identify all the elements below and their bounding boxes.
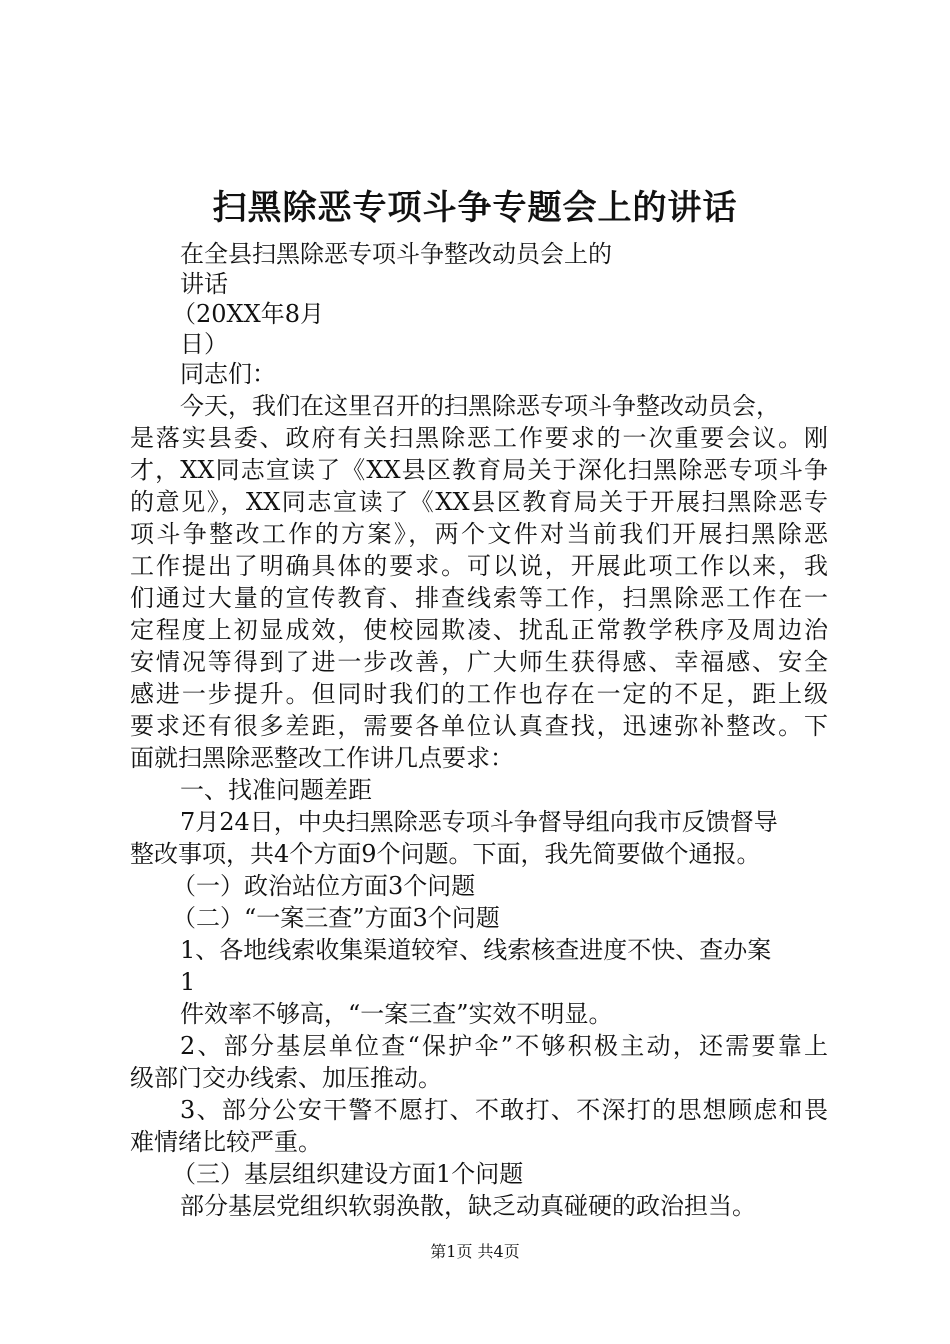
date-line: （20XX年8月: [172, 300, 324, 328]
paragraph-line: 们通过大量的宣传教育、排查线索等工作，扫黑除恶工作在一: [130, 584, 828, 612]
subsection-heading: （二）“一案三查”方面3个问题: [172, 904, 500, 932]
paragraph-line: 定程度上初显成效，使校园欺凌、扰乱正常教学秩序及周边治: [130, 616, 828, 644]
date-line: 日）: [180, 330, 228, 358]
paragraph-line: 项斗争整改工作的方案》，两个文件对当前我们开展扫黑除恶: [130, 520, 828, 548]
paragraph-line: 工作提出了明确具体的要求。可以说，开展此项工作以来，我: [130, 552, 828, 580]
subsection-heading: （三）基层组织建设方面1个问题: [172, 1160, 524, 1188]
subtitle-line: 讲话: [180, 270, 228, 298]
list-item-line: 3、部分公安干警不愿打、不敢打、不深打的思想顾虑和畏: [180, 1096, 828, 1124]
subsection-heading: （一）政治站位方面3个问题: [172, 872, 476, 900]
paragraph-line: 是落实县委、政府有关扫黑除恶工作要求的一次重要会议。刚: [130, 424, 828, 452]
paragraph-line: 部分基层党组织软弱涣散，缺乏动真碰硬的政治担当。: [180, 1192, 756, 1220]
paragraph-line: 才，XX同志宣读了《XX县区教育局关于深化扫黑除恶专项斗争: [130, 456, 828, 484]
section-heading: 一、找准问题差距: [180, 776, 372, 804]
paragraph-line: 感进一步提升。但同时我们的工作也存在一定的不足，距上级: [130, 680, 828, 708]
paragraph-line: 今天，我们在这里召开的扫黑除恶专项斗争整改动员会，: [180, 392, 780, 420]
paragraph-line: 面就扫黑除恶整改工作讲几点要求：: [130, 744, 514, 772]
document-title: 扫黑除恶专项斗争专题会上的讲话: [212, 188, 738, 228]
stray-number: 1: [180, 968, 196, 996]
list-item-line: 2、部分基层单位查“保护伞”不够积极主动，还需要靠上: [180, 1032, 828, 1060]
list-item-line: 1、各地线索收集渠道较窄、线索核查进度不快、查办案: [180, 936, 772, 964]
paragraph-line: 7月24日，中央扫黑除恶专项斗争督导组向我市反馈督导: [180, 808, 778, 836]
list-item-line: 件效率不够高，“一案三查”实效不明显。: [180, 1000, 613, 1028]
list-item-line: 难情绪比较严重。: [130, 1128, 322, 1156]
paragraph-line: 要求还有很多差距，需要各单位认真查找，迅速弥补整改。下: [130, 712, 828, 740]
paragraph-line: 的意见》，XX同志宣读了《XX县区教育局关于开展扫黑除恶专: [130, 488, 828, 516]
subtitle-line: 在全县扫黑除恶专项斗争整改动员会上的: [180, 240, 612, 268]
paragraph-line: 安情况等得到了进一步改善，广大师生获得感、幸福感、安全: [130, 648, 828, 676]
page-footer: 第1页 共4页: [430, 1242, 520, 1261]
paragraph-line: 整改事项，共4个方面9个问题。下面，我先简要做个通报。: [130, 840, 761, 868]
list-item-line: 级部门交办线索、加压推动。: [130, 1064, 442, 1092]
salutation: 同志们：: [180, 360, 276, 388]
